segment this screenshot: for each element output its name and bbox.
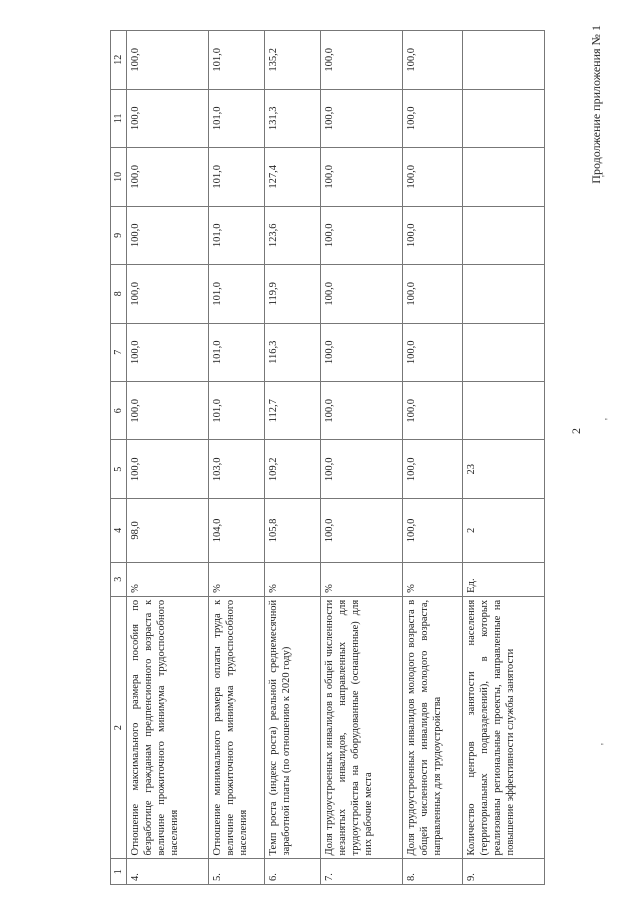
value-cell: 119,9 [265,265,321,323]
column-header: 11 [111,89,127,147]
value-cell: 101,0 [209,89,265,147]
value-cell: 100,0 [127,148,209,206]
scan-mark: ' [604,418,615,420]
value-cell: 100,0 [321,498,403,562]
table-row [265,31,321,885]
indicator-name: Отношение минимального размера оплаты труда к величине прожиточного минимума трудоспособного населения [209,596,265,859]
row-number: 5. [209,859,265,885]
row-number: 8. [403,859,463,885]
indicator-name: Количество центров занятости населения (территориальных подразделений), в которых реализованы региональные проекты, направленные на повышение эффективности службы занятости [463,596,545,859]
unit-cell: % [209,562,265,596]
indicator-name: Темп роста (индекс роста) реальной среднемесячной заработной платы (по отношению к 2020 году) [265,596,321,859]
value-cell: 100,0 [321,89,403,147]
value-cell: 100,0 [321,382,403,440]
value-cell: 100,0 [321,148,403,206]
value-cell: 23 [463,440,545,498]
indicator-name: Отношение максимального размера пособия по безработице гражданам предпенсионного возраста к величине прожиточного минимума трудоспособного населения [127,596,209,859]
value-cell: 100,0 [321,31,403,90]
value-cell: 123,6 [265,206,321,264]
row-number: 4. [127,859,209,885]
unit-cell: % [403,562,463,596]
value-cell: 100,0 [127,31,209,90]
value-cell [463,31,545,90]
row-number: 9. [463,859,545,885]
scan-mark: ' [600,743,611,745]
column-header: 1 [111,859,127,885]
column-header: 5 [111,440,127,498]
column-header: 12 [111,31,127,90]
value-cell: 101,0 [209,382,265,440]
unit-cell: % [127,562,209,596]
column-header: 7 [111,323,127,381]
table-row [403,31,463,885]
value-cell: 100,0 [403,440,463,498]
value-cell: 100,0 [403,498,463,562]
scan-mark: ' [601,175,612,177]
value-cell: 104,0 [209,498,265,562]
value-cell [463,89,545,147]
value-cell: 100,0 [127,265,209,323]
value-cell: 100,0 [403,323,463,381]
column-header: 3 [111,562,127,596]
value-cell: 100,0 [403,148,463,206]
value-cell: 131,3 [265,89,321,147]
column-header: 9 [111,206,127,264]
value-cell: 100,0 [321,440,403,498]
value-cell: 98,0 [127,498,209,562]
page-number: 2 [569,428,583,434]
value-cell: 100,0 [321,206,403,264]
row-number: 7. [321,859,403,885]
value-cell: 100,0 [321,323,403,381]
value-cell: 135,2 [265,31,321,90]
value-cell: 112,7 [265,382,321,440]
column-number-row [111,31,127,885]
column-header: 4 [111,498,127,562]
indicators-table [110,30,545,885]
value-cell: 100,0 [403,382,463,440]
table-row [321,31,403,885]
table-row [209,31,265,885]
value-cell: 116,3 [265,323,321,381]
value-cell: 101,0 [209,148,265,206]
value-cell: 101,0 [209,31,265,90]
value-cell: 127,4 [265,148,321,206]
value-cell: 100,0 [321,265,403,323]
value-cell: 100,0 [127,440,209,498]
value-cell: 103,0 [209,440,265,498]
value-cell: 100,0 [127,206,209,264]
appendix-heading: Продолжение приложения № 1 [589,25,603,184]
row-number: 6. [265,859,321,885]
unit-cell: % [321,562,403,596]
value-cell: 105,8 [265,498,321,562]
column-header: 6 [111,382,127,440]
table-row [127,31,209,885]
value-cell: 101,0 [209,265,265,323]
value-cell: 100,0 [127,382,209,440]
table-row [463,31,545,885]
unit-cell: % [265,562,321,596]
value-cell: 100,0 [403,31,463,90]
value-cell [463,265,545,323]
value-cell: 100,0 [403,89,463,147]
column-header: 2 [111,596,127,859]
value-cell: 100,0 [127,323,209,381]
unit-cell: Ед. [463,562,545,596]
value-cell: 101,0 [209,206,265,264]
column-header: 10 [111,148,127,206]
indicator-name: Доля трудоустроенных инвалидов молодого возраста в общей численности инвалидов молодого возраста, направленных для трудоустройства [403,596,463,859]
value-cell [463,382,545,440]
value-cell: 2 [463,498,545,562]
value-cell [463,148,545,206]
column-header: 8 [111,265,127,323]
value-cell: 100,0 [403,206,463,264]
value-cell: 109,2 [265,440,321,498]
indicator-name: Доля трудоустроенных инвалидов в общей численности незанятых инвалидов, направленных для трудоустройства на оборудованные (оснащенные) для них рабочие места [321,596,403,859]
value-cell: 101,0 [209,323,265,381]
value-cell [463,206,545,264]
value-cell [463,323,545,381]
value-cell: 100,0 [403,265,463,323]
value-cell: 100,0 [127,89,209,147]
